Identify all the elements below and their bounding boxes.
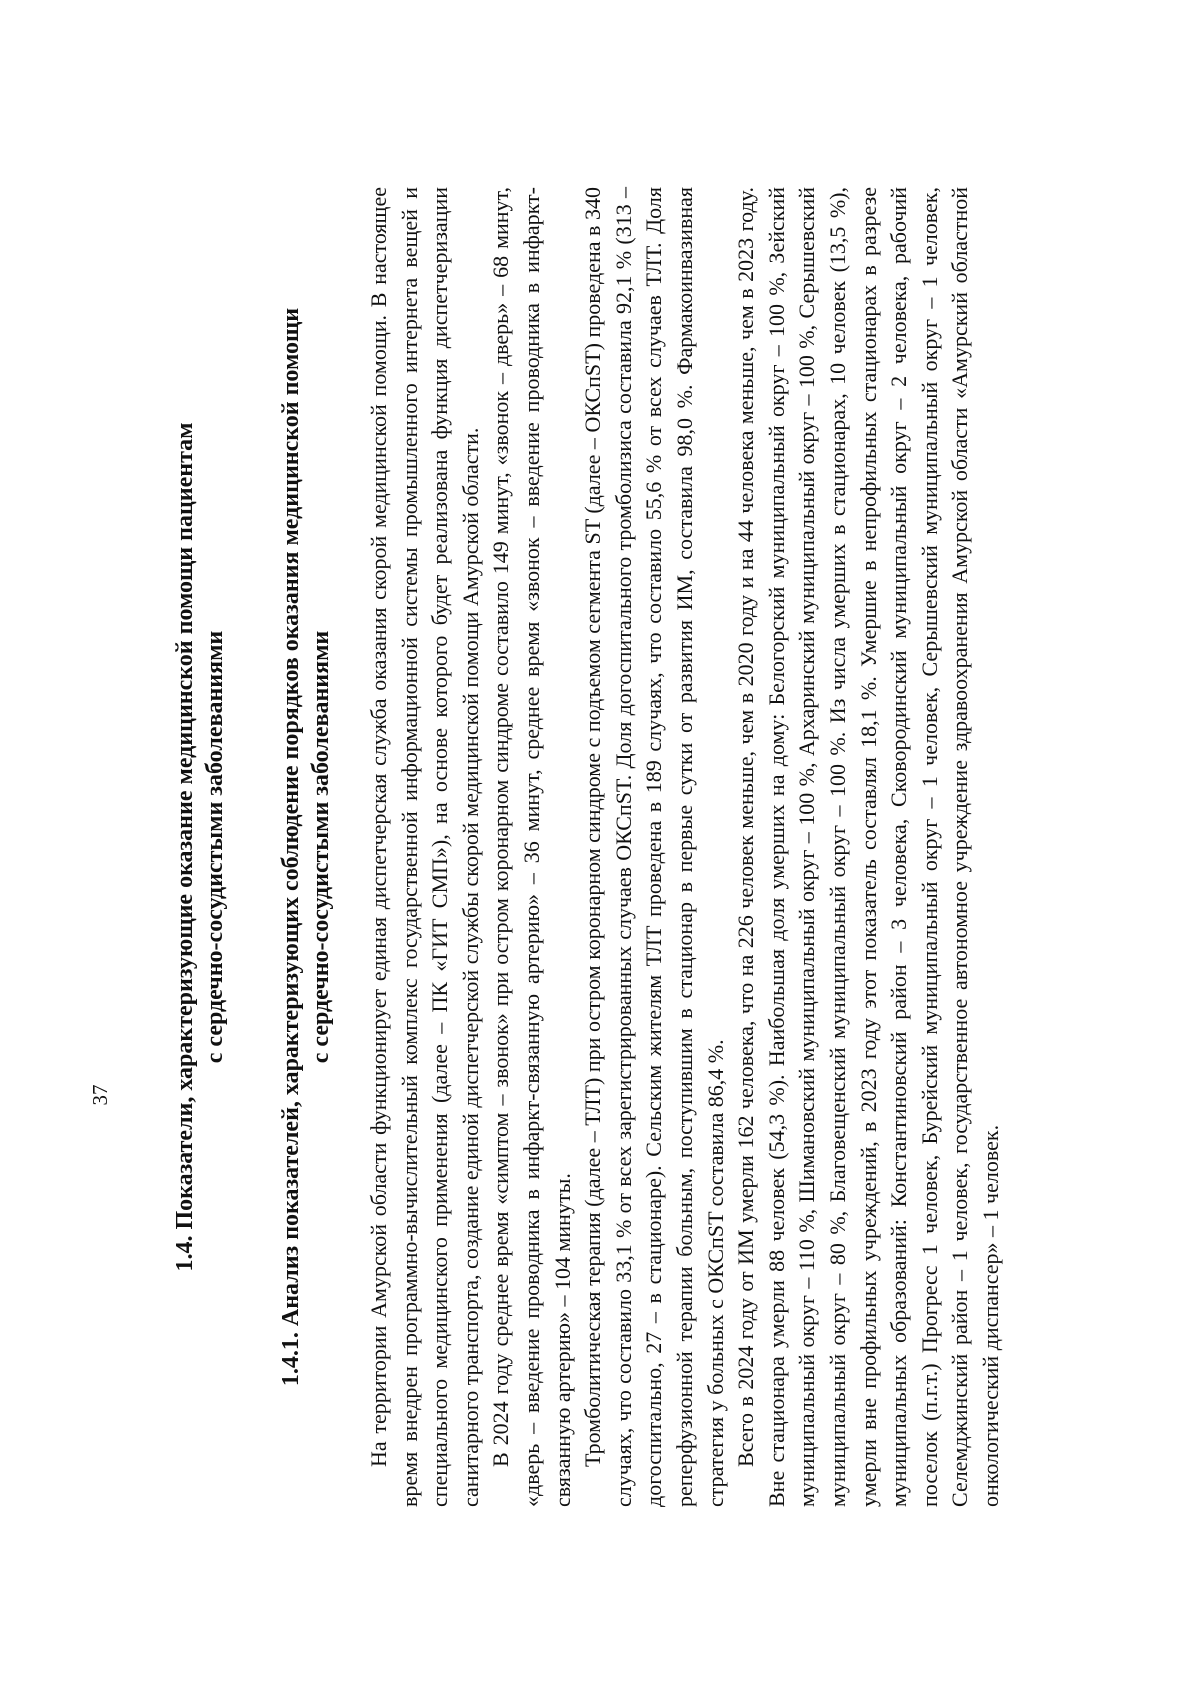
document-body	[170, 187, 1006, 1507]
paragraph-thrombolytic-therapy: Тромболитическая терапия (далее – ТЛТ) при остром коронарном синдроме с подъемом сегмента ST (далее – ОКСпST) проведена в 340 случаях, что составило 33,1 % от всех зарегистрированных случаев ОКСпST. Доля догоспитального тромболизиса составила 92,1 % (313 – догоспитально, 27 – в стационаре). Сельским жителям ТЛТ проведена в 189 случаях, что составило 55,6 % от всех случаев ТЛТ. Доля реперфузионной терапии больным, поступившим в стационар в первые сутки от развития ИМ, составила 98,0 %. Фармакоинвазивная стратегия у больных с ОКСпST составила 86,4 %.	[580, 187, 728, 1507]
section-heading-line-1: 1.4. Показатели, характеризующие оказание медицинской помощи пациентам	[172, 422, 198, 1272]
page-number: 37	[88, 1084, 112, 1106]
section-heading	[170, 187, 230, 1507]
paragraph-mortality: Всего в 2024 году от ИМ умерли 162 человека, что на 226 человек меньше, чем в 2020 году и на 44 человека меньше, чем в 2023 году. Вне стационара умерли 88 человек (54,3 %). Наибольшая доля умерших на дому: Белогорский муниципальный округ – 100 %, Зейский муниципальный округ – 110 %, Шимановский муниципальный округ – 100 %, Архаринский муниципальный округ – 100 %, Серышевский муниципальный округ – 80 %, Благовещенский муниципальный округ – 100 %. Из числа умерших в стационарах, 10 человек (13,5 %), умерли вне профильных учреждений, в 2023 году этот показатель составлял 18,1 %. Умершие в непрофильных стационарах в разрезе муниципальных образований: Константиновский район – 3 человека, Сковородинский муниципальный округ – 2 человека, рабочий поселок (п.г.т.) Прогресс 1 человек, Бурейский муниципальный округ – 1 человек, Серышевский муниципальный округ – 1 человек, Селемджинский район – 1 человек, государственное автономное учреждение здравоохранения Амурской области «Амурский областной онкологический диспансер» – 1 человек.	[733, 187, 1003, 1507]
subsection-heading-line-2: с сердечно-сосудистыми заболеваниями	[308, 630, 334, 1064]
paragraph-dispatch-service: На территории Амурской области функционирует единая диспетчерская служба оказания скорой медицинской помощи. В настоящее время внедрен программно-вычислительный комплекс государственной информационной системы промышленного интернета вещей и специального медицинского применения (далее – ПК «ГИТ СМП»), на основе которого будет реализована функция диспетчеризации санитарного транспорта, создание единой диспетчерской службы скорой медицинской помощи Амурской области.	[366, 187, 483, 1507]
subsection-heading-line-1: 1.4.1. Анализ показателей, характеризующих соблюдение порядков оказания медицинской помощи	[278, 307, 304, 1387]
paragraph-average-times: В 2024 году среднее время «симптом – звонок» при остром коронарном синдроме составило 149 минут, «звонок – дверь» – 68 минут, «дверь – введение проводника в инфаркт-связанную артерию» – 36 минут, среднее время «звонок – введение проводника в инфаркт-связанную артерию» – 104 минуты.	[488, 187, 575, 1507]
subsection-heading	[276, 187, 336, 1507]
section-heading-line-2: с сердечно-сосудистыми заболеваниями	[202, 630, 228, 1064]
